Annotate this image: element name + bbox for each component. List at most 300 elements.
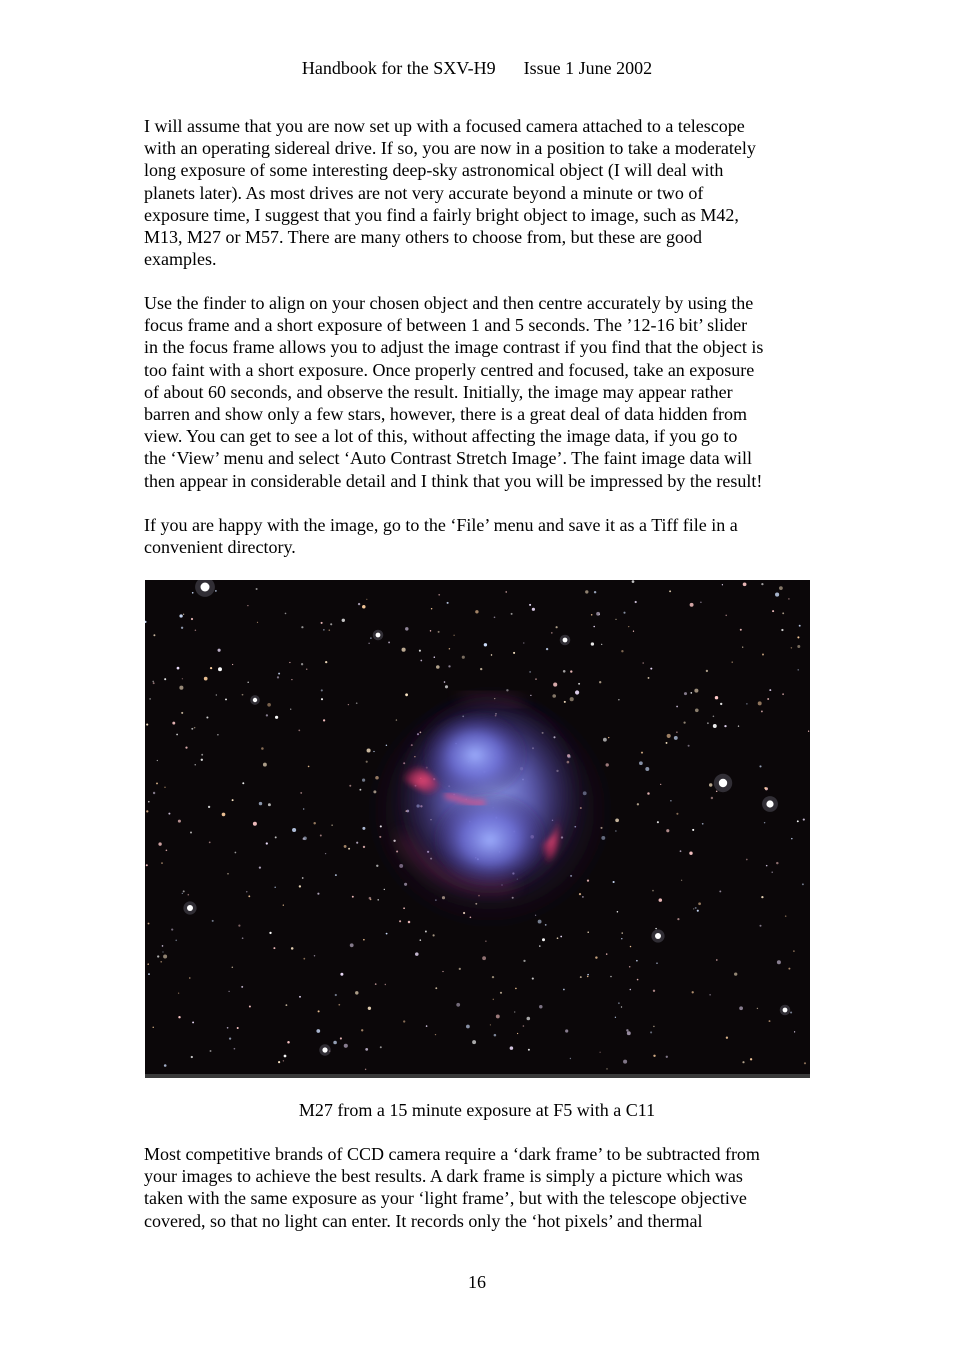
- star: [210, 667, 212, 669]
- star: [514, 1011, 515, 1012]
- star: [599, 614, 600, 615]
- star: [178, 1016, 180, 1018]
- star: [283, 904, 284, 905]
- star: [218, 649, 221, 652]
- paragraph-4: Most competitive brands of CCD camera require a ‘dark frame’ to be subtracted from your images to achieve the best results. A dark frame is simply a picture which was taken with the same exposure as your ‘light frame’, but with the telescope objective covered, so that no light can enter. It records only the ‘hot pixels’ and thermal: [144, 1144, 760, 1231]
- bright-star: [253, 698, 257, 702]
- star: [599, 681, 601, 683]
- star: [669, 590, 671, 592]
- star: [797, 645, 800, 648]
- star: [761, 583, 763, 585]
- star: [438, 631, 440, 633]
- star: [791, 838, 793, 840]
- star: [218, 667, 222, 671]
- star: [680, 850, 682, 852]
- star: [229, 1037, 231, 1039]
- star: [344, 845, 347, 848]
- star: [363, 939, 365, 941]
- star: [306, 668, 307, 669]
- star: [799, 625, 801, 627]
- star: [302, 877, 304, 879]
- star: [448, 665, 450, 667]
- star: [178, 820, 181, 823]
- star: [330, 623, 332, 625]
- paragraph-2: Use the finder to align on your chosen object and then centre accurately by using the focus frame and a short exposure of between 1 and 5 seconds. The ’12-16 bit’ slider in the focus frame allows you to adjust the image contrast if you find that the object is too faint with a short exposure. Once properly centred and focused, take an exposure of about 60 seconds, and observe the result. Initially, the image may appear rather barren and show only a few stars, however, there is a great deal of data hidden from view. You can get to see a lot of this, without affecting the image data, if you go to the ‘View’ menu and select ‘Auto Contrast Stretch Image’. The faint image data will then appear in considerable detail and I think that you will be impressed by the result!: [144, 293, 764, 491]
- star: [472, 1040, 476, 1044]
- star: [761, 710, 763, 712]
- star: [292, 828, 296, 832]
- star: [259, 802, 262, 805]
- star: [177, 667, 180, 670]
- star: [179, 686, 183, 690]
- star: [621, 1006, 622, 1007]
- star: [248, 895, 250, 897]
- star: [158, 842, 161, 845]
- star: [259, 866, 261, 868]
- star: [529, 671, 531, 673]
- star: [725, 615, 726, 616]
- star: [227, 873, 229, 875]
- star: [348, 848, 350, 850]
- star: [162, 951, 163, 952]
- star: [156, 782, 158, 784]
- star: [318, 1010, 320, 1012]
- star: [527, 1017, 531, 1021]
- star: [403, 907, 405, 909]
- star: [676, 706, 678, 708]
- star: [459, 968, 461, 970]
- star: [775, 593, 779, 597]
- star: [164, 1064, 167, 1067]
- star: [627, 1031, 631, 1035]
- star: [490, 1024, 491, 1025]
- star: [500, 992, 502, 994]
- star: [551, 632, 553, 634]
- star: [692, 991, 694, 993]
- star: [375, 983, 377, 985]
- bright-star: [719, 779, 727, 787]
- star: [740, 629, 742, 631]
- star: [772, 610, 774, 612]
- star: [321, 622, 323, 624]
- star: [323, 629, 324, 630]
- star: [340, 1037, 342, 1039]
- star: [608, 737, 609, 738]
- star: [606, 953, 607, 954]
- star: [289, 662, 290, 663]
- star: [373, 751, 374, 752]
- star: [426, 1025, 428, 1027]
- star: [781, 629, 783, 631]
- star: [402, 648, 406, 652]
- star: [462, 656, 465, 659]
- star: [344, 1044, 348, 1048]
- star: [325, 661, 327, 663]
- star: [242, 937, 244, 939]
- star: [153, 1027, 154, 1028]
- star: [146, 810, 148, 812]
- star: [653, 1026, 655, 1028]
- star: [275, 716, 278, 719]
- star: [510, 1046, 514, 1050]
- star: [689, 851, 692, 854]
- star: [153, 792, 155, 794]
- star: [759, 925, 761, 927]
- star: [388, 641, 390, 643]
- star: [301, 626, 303, 628]
- star: [235, 852, 237, 854]
- star: [447, 602, 449, 604]
- star: [629, 966, 631, 968]
- header-title: Handbook for the SXV-H9: [301, 58, 496, 78]
- star: [766, 865, 768, 867]
- star: [790, 1011, 792, 1013]
- star: [444, 681, 446, 683]
- star: [606, 1068, 607, 1069]
- star: [175, 940, 177, 942]
- star: [266, 842, 268, 844]
- star: [788, 598, 790, 600]
- star: [350, 943, 354, 947]
- star: [201, 754, 203, 756]
- star: [162, 945, 164, 947]
- star: [148, 973, 150, 975]
- star: [191, 1056, 193, 1058]
- star: [666, 1056, 668, 1058]
- star: [642, 662, 644, 664]
- star: [349, 785, 351, 787]
- star: [153, 634, 155, 636]
- star: [621, 938, 622, 939]
- star: [188, 894, 190, 896]
- star: [331, 825, 332, 826]
- star: [657, 821, 659, 823]
- star: [491, 654, 492, 655]
- star: [706, 670, 708, 672]
- star: [591, 642, 594, 645]
- bright-star: [563, 638, 568, 643]
- star: [613, 881, 615, 883]
- star: [433, 934, 435, 936]
- star: [442, 971, 443, 972]
- star: [515, 988, 517, 990]
- bright-star: [655, 933, 661, 939]
- star: [431, 608, 432, 609]
- star: [366, 599, 367, 600]
- star: [585, 590, 588, 593]
- star: [742, 647, 743, 648]
- star: [368, 1007, 371, 1010]
- star: [190, 832, 192, 834]
- star: [552, 694, 556, 698]
- star: [653, 990, 655, 992]
- star: [366, 761, 368, 763]
- star: [650, 1031, 652, 1033]
- star: [420, 939, 422, 941]
- star: [216, 694, 217, 695]
- star: [291, 947, 294, 950]
- star: [178, 993, 179, 994]
- star: [148, 801, 150, 803]
- star: [757, 1008, 758, 1009]
- star: [314, 955, 315, 956]
- star: [283, 1060, 284, 1061]
- star: [320, 835, 322, 837]
- star: [291, 679, 292, 680]
- star: [746, 859, 748, 861]
- star: [182, 678, 183, 679]
- star: [513, 652, 515, 654]
- star: [256, 588, 258, 590]
- star: [808, 731, 809, 732]
- star: [804, 1062, 806, 1064]
- star: [750, 1058, 752, 1060]
- star: [655, 928, 656, 929]
- star: [299, 996, 301, 998]
- star: [645, 767, 649, 771]
- star: [183, 614, 184, 615]
- star: [713, 724, 717, 728]
- star: [247, 605, 248, 606]
- star: [227, 1027, 229, 1029]
- star: [438, 594, 440, 596]
- star: [232, 967, 234, 969]
- star: [435, 1034, 436, 1035]
- star: [494, 616, 496, 618]
- star: [724, 725, 726, 727]
- star: [666, 742, 668, 744]
- star: [365, 1048, 368, 1051]
- star: [358, 603, 360, 605]
- star: [677, 918, 679, 920]
- star: [285, 613, 287, 615]
- star: [370, 637, 372, 639]
- star: [160, 961, 162, 963]
- star: [769, 1020, 771, 1022]
- page-number: 16: [468, 1272, 486, 1292]
- star: [618, 1002, 620, 1004]
- star: [204, 677, 208, 681]
- star: [237, 1027, 239, 1029]
- star: [674, 736, 678, 740]
- star: [164, 678, 166, 680]
- star: [399, 920, 401, 922]
- star: [335, 994, 337, 996]
- star: [152, 681, 154, 683]
- star: [636, 960, 638, 962]
- star: [355, 991, 358, 994]
- star: [709, 783, 712, 786]
- star: [557, 937, 559, 939]
- star: [746, 703, 747, 704]
- star: [732, 661, 733, 662]
- star: [570, 1058, 571, 1059]
- star: [359, 789, 361, 791]
- star: [363, 846, 365, 848]
- star: [369, 897, 372, 900]
- star: [595, 956, 597, 958]
- star: [793, 950, 795, 952]
- star: [653, 1055, 655, 1057]
- star: [419, 650, 421, 652]
- star: [161, 862, 163, 864]
- star: [316, 1029, 320, 1033]
- star: [720, 703, 722, 705]
- star: [711, 797, 713, 799]
- star: [660, 784, 661, 785]
- star: [149, 698, 151, 700]
- star: [146, 864, 148, 866]
- star: [430, 630, 431, 631]
- star: [157, 955, 159, 957]
- star: [563, 989, 565, 991]
- star: [523, 1025, 525, 1027]
- star: [303, 958, 305, 960]
- star: [716, 959, 718, 961]
- star: [403, 1020, 405, 1022]
- star: [408, 921, 411, 924]
- star: [764, 822, 765, 823]
- star: [485, 941, 486, 942]
- star: [348, 704, 349, 705]
- star: [618, 699, 619, 700]
- star: [802, 883, 804, 885]
- star: [539, 1005, 542, 1008]
- star: [776, 862, 778, 864]
- star: [208, 806, 210, 808]
- star: [726, 1037, 728, 1039]
- star: [523, 960, 525, 962]
- star: [794, 1031, 795, 1032]
- star: [274, 887, 276, 889]
- star: [563, 670, 566, 673]
- star: [247, 681, 249, 683]
- star: [647, 793, 649, 795]
- star: [191, 728, 193, 730]
- star: [713, 716, 715, 718]
- star: [639, 761, 643, 765]
- star: [171, 929, 173, 931]
- star: [163, 954, 167, 958]
- star: [771, 871, 772, 872]
- star: [630, 989, 632, 991]
- star: [742, 1061, 744, 1063]
- star: [385, 984, 386, 985]
- star: [542, 938, 545, 941]
- star: [523, 642, 524, 643]
- bright-star: [766, 800, 773, 807]
- star: [637, 803, 639, 805]
- star: [157, 760, 158, 761]
- star: [575, 690, 579, 694]
- star: [313, 822, 315, 824]
- star: [683, 721, 685, 723]
- star: [659, 898, 663, 902]
- star: [758, 701, 762, 705]
- star: [415, 952, 419, 956]
- star: [340, 973, 343, 976]
- star: [377, 899, 378, 900]
- star: [539, 945, 540, 946]
- star: [222, 813, 226, 817]
- star: [356, 842, 358, 844]
- star: [482, 956, 486, 960]
- star: [225, 698, 227, 700]
- star: [466, 1025, 470, 1029]
- star: [560, 936, 562, 938]
- star: [168, 813, 170, 815]
- star: [302, 838, 304, 840]
- star: [670, 800, 672, 802]
- star: [767, 698, 769, 700]
- star: [183, 890, 185, 892]
- star: [148, 923, 150, 925]
- star: [386, 933, 388, 935]
- star: [637, 979, 639, 981]
- star: [648, 677, 650, 679]
- star: [650, 668, 652, 670]
- star: [453, 635, 454, 636]
- paragraph-1: I will assume that you are now set up with a focused camera attached to a telescope with an operating sidereal drive. If so, you are now in a position to take a moderately long exposure of some interesting deep-sky astronomical object (I will deal with planets later). As most drives are not very accurate beyond a minute or two of exposure time, I suggest that you find a fairly bright object to image, such as M42, M13, M27 or M57. There are many others to choose from, but these are good examples.: [144, 116, 756, 270]
- star: [189, 977, 190, 978]
- star: [275, 836, 277, 838]
- star: [210, 1050, 212, 1052]
- star: [601, 644, 602, 645]
- star: [739, 1006, 743, 1010]
- star: [528, 1049, 530, 1051]
- star: [511, 613, 513, 615]
- star: [290, 709, 291, 710]
- star: [628, 626, 629, 627]
- bright-star: [322, 1047, 327, 1052]
- star: [621, 650, 623, 652]
- star: [633, 631, 634, 632]
- star: [182, 893, 183, 894]
- star: [764, 787, 766, 789]
- star: [261, 747, 264, 750]
- star: [212, 920, 214, 922]
- star: [777, 960, 781, 964]
- star: [277, 676, 279, 678]
- star: [300, 792, 302, 794]
- star: [299, 885, 301, 887]
- star: [232, 664, 233, 665]
- star: [267, 703, 271, 707]
- star: [153, 682, 155, 684]
- star: [553, 683, 557, 687]
- star: [610, 976, 612, 978]
- star: [246, 891, 247, 892]
- star: [769, 689, 771, 691]
- star: [209, 842, 211, 844]
- star: [445, 685, 448, 688]
- star: [782, 612, 784, 614]
- star: [697, 910, 699, 912]
- star: [798, 669, 799, 670]
- star: [217, 734, 219, 736]
- nebula-photo: [145, 580, 810, 1078]
- star: [356, 702, 358, 704]
- star: [147, 963, 149, 965]
- star: [716, 791, 717, 792]
- star: [565, 1029, 568, 1032]
- star: [321, 689, 323, 691]
- star: [617, 911, 619, 913]
- star: [176, 734, 178, 736]
- star: [396, 719, 397, 720]
- star: [367, 748, 371, 752]
- star: [232, 799, 234, 801]
